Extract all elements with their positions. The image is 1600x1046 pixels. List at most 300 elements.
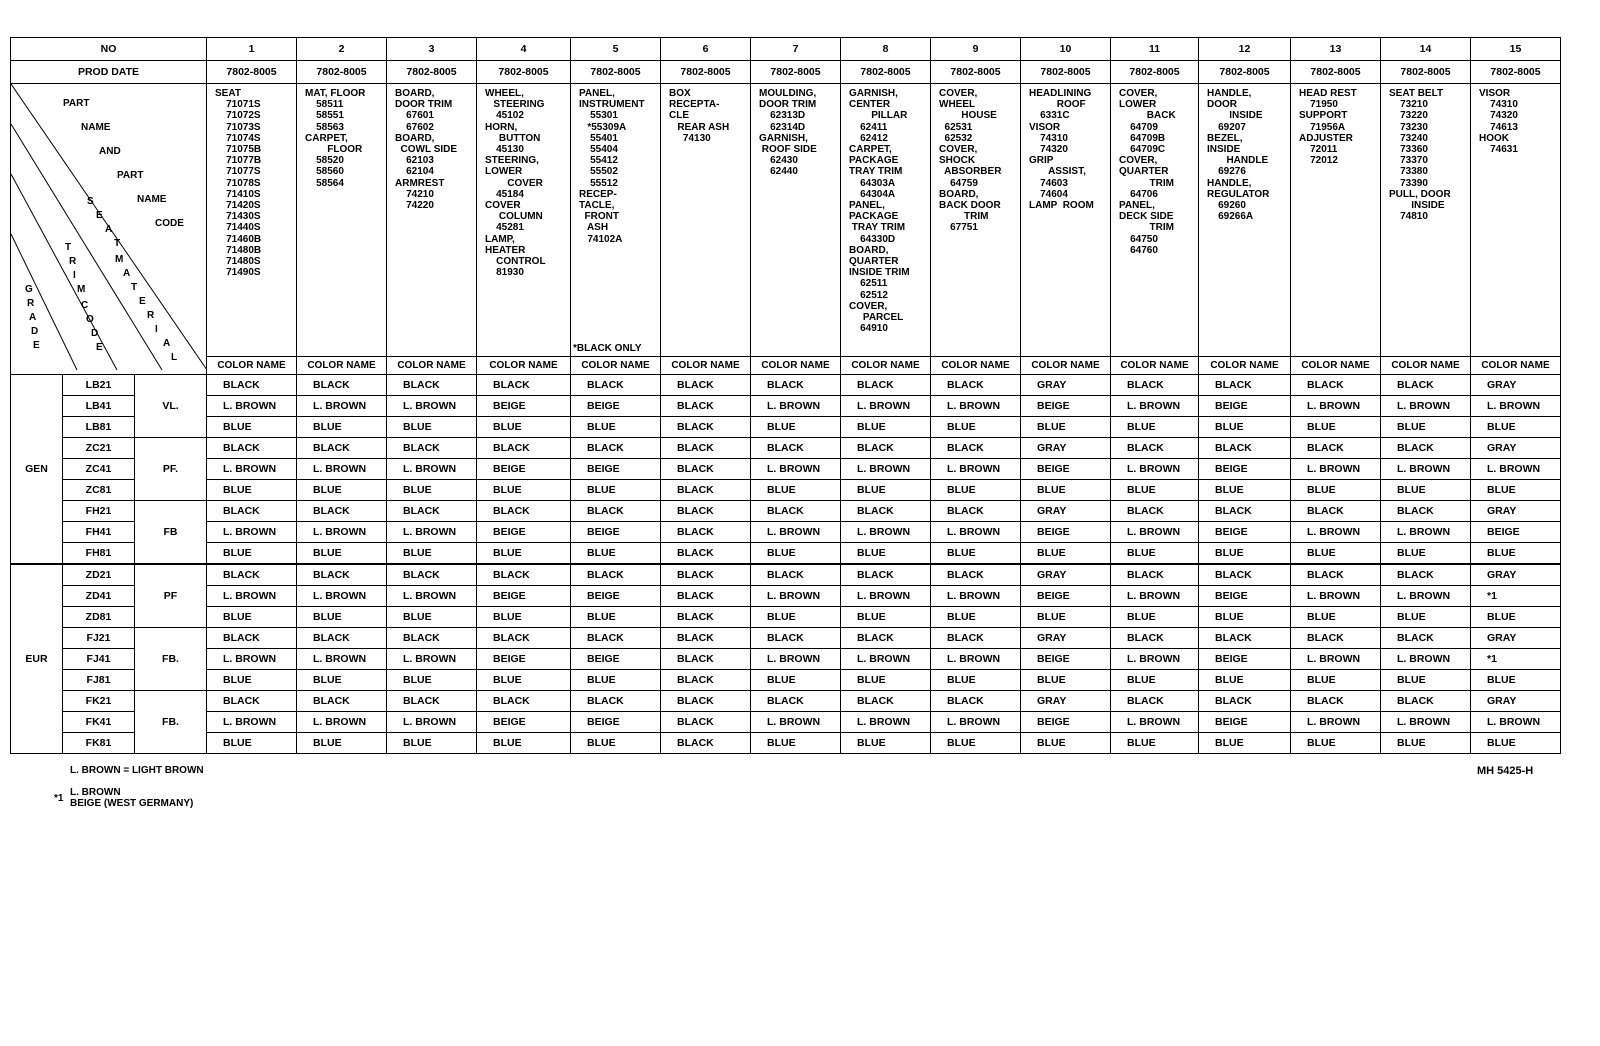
part-line: BACK DOOR <box>939 200 1001 212</box>
table-row <box>11 649 1561 670</box>
color-cell: BLACK <box>207 438 297 459</box>
color-cell: BLUE <box>751 733 841 754</box>
color-cell: BLACK <box>477 691 571 712</box>
color-cell: BLACK <box>841 628 931 649</box>
prod-date: 7802-8005 <box>207 61 297 84</box>
color-cell: BLACK <box>571 691 661 712</box>
part-line: 74310 <box>1029 132 1068 144</box>
color-cell: L. BROWN <box>1111 712 1199 733</box>
part-line: DOOR <box>1207 99 1237 111</box>
part-line: ROOF <box>1029 99 1086 111</box>
color-cell: BLACK <box>751 628 841 649</box>
prod-date: 7802-8005 <box>477 61 571 84</box>
part-line: 58520 <box>305 155 344 167</box>
label-trim-letter: I <box>73 270 76 281</box>
label-material-letter: E <box>139 296 146 307</box>
seat-material: FB. <box>135 691 207 754</box>
color-cell: L. BROWN <box>931 712 1021 733</box>
part-line: 73360 <box>1389 144 1428 156</box>
color-cell: L. BROWN <box>297 522 387 543</box>
color-cell: BLUE <box>1199 670 1291 691</box>
color-cell: BLACK <box>1111 564 1199 586</box>
color-cell: BLUE <box>841 417 931 438</box>
color-cell: BLACK <box>477 375 571 396</box>
part-line: FRONT <box>579 211 619 223</box>
trim-code: FJ21 <box>63 628 135 649</box>
color-cell: BEIGE <box>477 459 571 480</box>
part-line: 74210 <box>395 188 434 200</box>
part-line: 55404 <box>579 144 618 156</box>
part-line: 45281 <box>485 222 524 234</box>
part-line: 58560 <box>305 166 344 178</box>
part-line: 72011 <box>1299 144 1338 156</box>
part-list <box>841 84 931 357</box>
color-name-label: COLOR NAME <box>1111 357 1199 375</box>
color-cell: BLACK <box>571 501 661 522</box>
part-line: CARPET, <box>849 144 892 156</box>
color-cell: BLUE <box>207 607 297 628</box>
color-cell: L. BROWN <box>387 459 477 480</box>
label-seat-letter: S <box>87 196 94 207</box>
color-cell: BLACK <box>477 564 571 586</box>
color-cell: BLACK <box>661 438 751 459</box>
color-cell: BEIGE <box>1021 586 1111 607</box>
part-line: 69260 <box>1207 200 1246 212</box>
diagonal-line <box>11 234 77 370</box>
part-line: HEATER <box>485 244 526 256</box>
column-number: 6 <box>661 38 751 61</box>
color-cell: BLACK <box>297 438 387 459</box>
label-code: CODE <box>155 218 184 229</box>
label-grade-letter: R <box>27 298 35 309</box>
part-line: 62314D <box>759 121 806 133</box>
color-cell: BLACK <box>1111 628 1199 649</box>
color-cell: L. BROWN <box>1381 712 1471 733</box>
table-row <box>11 543 1561 565</box>
color-name-label: COLOR NAME <box>661 357 751 375</box>
label-name-2: NAME <box>137 194 167 205</box>
color-cell: BLACK <box>571 564 661 586</box>
table-row <box>11 586 1561 607</box>
color-cell: BLUE <box>477 733 571 754</box>
color-cell: BLUE <box>1111 417 1199 438</box>
color-cell: L. BROWN <box>387 649 477 670</box>
column-number: 1 <box>207 38 297 61</box>
trim-code: ZD41 <box>63 586 135 607</box>
label-name: NAME <box>81 122 111 133</box>
color-cell: BLUE <box>207 480 297 501</box>
seat-material: FB. <box>135 628 207 691</box>
trim-code: LB21 <box>63 375 135 396</box>
color-cell: BLUE <box>751 480 841 501</box>
color-cell: L. BROWN <box>931 586 1021 607</box>
diagonal-header <box>11 84 207 375</box>
column-number: 11 <box>1111 38 1199 61</box>
color-cell: BLACK <box>931 564 1021 586</box>
part-line: DOOR TRIM <box>395 99 453 111</box>
part-line: 67602 <box>395 121 434 133</box>
color-cell: GRAY <box>1471 375 1561 396</box>
color-cell: BEIGE <box>571 586 661 607</box>
part-line: 62532 <box>939 132 973 144</box>
part-line: COVER <box>485 200 521 212</box>
part-line: COVER, <box>1119 88 1158 99</box>
color-cell: BLUE <box>1021 417 1111 438</box>
color-cell: BLACK <box>477 501 571 522</box>
table-row <box>11 607 1561 628</box>
part-line: 71956A <box>1299 121 1346 133</box>
part-line: BEZEL, <box>1207 132 1243 144</box>
color-name-label: COLOR NAME <box>207 357 297 375</box>
color-cell: BLUE <box>207 733 297 754</box>
part-line: QUARTER <box>849 256 899 268</box>
seat-material: FB <box>135 501 207 565</box>
color-cell: L. BROWN <box>751 586 841 607</box>
column-number: 13 <box>1291 38 1381 61</box>
color-cell: BEIGE <box>477 522 571 543</box>
color-cell: BLUE <box>1111 733 1199 754</box>
color-cell: BLACK <box>661 712 751 733</box>
part-line: ARMREST <box>395 177 445 189</box>
color-cell: BLUE <box>1199 480 1291 501</box>
part-list <box>751 84 841 357</box>
color-cell: BLUE <box>477 607 571 628</box>
column-number: 5 <box>571 38 661 61</box>
label-trim-letter: T <box>65 242 72 253</box>
part-line: 74320 <box>1029 144 1068 156</box>
color-cell: BLACK <box>1381 564 1471 586</box>
color-cell: BLUE <box>1111 543 1199 565</box>
color-cell: GRAY <box>1471 628 1561 649</box>
color-cell: BLACK <box>477 628 571 649</box>
part-line: HEADLINING <box>1029 88 1092 99</box>
color-cell: L. BROWN <box>841 649 931 670</box>
color-cell: BLUE <box>1291 480 1381 501</box>
part-line: 62411 <box>849 121 888 133</box>
color-cell: L. BROWN <box>1381 522 1471 543</box>
color-cell: BLUE <box>297 733 387 754</box>
color-cell: GRAY <box>1021 501 1111 522</box>
label-seat-letter: A <box>105 224 113 235</box>
color-cell: BLACK <box>931 691 1021 712</box>
color-cell: BLUE <box>1381 543 1471 565</box>
color-cell: BLUE <box>751 417 841 438</box>
part-line: ASH <box>579 222 609 234</box>
color-cell: BEIGE <box>1199 459 1291 480</box>
part-list <box>477 84 571 357</box>
part-line: 64910 <box>849 323 888 335</box>
label-code-2-letter: E <box>96 342 103 353</box>
color-cell: L. BROWN <box>297 649 387 670</box>
color-cell: BLACK <box>751 501 841 522</box>
part-line: 73390 <box>1389 177 1428 189</box>
prod-date: 7802-8005 <box>571 61 661 84</box>
part-line: RECEP- <box>579 188 617 200</box>
color-cell: BLUE <box>1471 480 1561 501</box>
color-cell: BLUE <box>1021 607 1111 628</box>
color-cell: BLUE <box>207 670 297 691</box>
part-line: 62511 <box>849 278 888 290</box>
color-cell: BLACK <box>1111 438 1199 459</box>
part-line: WHEEL <box>939 99 976 111</box>
prod-date: 7802-8005 <box>931 61 1021 84</box>
color-cell: L. BROWN <box>841 522 931 543</box>
part-line: 71490S <box>215 267 261 279</box>
color-cell: BLACK <box>207 691 297 712</box>
part-line: 74603 <box>1029 177 1068 189</box>
color-cell: BEIGE <box>571 459 661 480</box>
part-line: GARNISH, <box>759 132 808 144</box>
part-line: 58564 <box>305 177 344 189</box>
color-name-label: COLOR NAME <box>841 357 931 375</box>
color-cell: L. BROWN <box>207 459 297 480</box>
part-line: TRIM <box>1119 222 1174 234</box>
color-cell: *1 <box>1471 586 1561 607</box>
part-line: HEAD REST <box>1299 88 1357 99</box>
prod-date: 7802-8005 <box>1021 61 1111 84</box>
part-line: SEAT BELT <box>1389 88 1444 99</box>
part-line: SUPPORT <box>1299 110 1348 122</box>
table-row <box>11 375 1561 396</box>
color-cell: BLUE <box>387 417 477 438</box>
color-cell: BLUE <box>1471 670 1561 691</box>
color-cell: BLUE <box>571 607 661 628</box>
part-line: COVER, <box>939 88 978 99</box>
trim-code: ZD81 <box>63 607 135 628</box>
color-cell: BLACK <box>1199 375 1291 396</box>
color-cell: BLUE <box>1111 480 1199 501</box>
color-cell: L. BROWN <box>1381 396 1471 417</box>
part-line: HANDLE, <box>1207 177 1252 189</box>
color-cell: BLACK <box>1199 628 1291 649</box>
color-cell: BLUE <box>1021 670 1111 691</box>
color-cell: BLUE <box>931 670 1021 691</box>
part-line: CONTROL <box>485 256 546 268</box>
table-row <box>11 670 1561 691</box>
color-cell: BLUE <box>477 670 571 691</box>
table-row <box>11 417 1561 438</box>
color-cell: BLUE <box>931 733 1021 754</box>
part-line: 67751 <box>939 222 978 234</box>
color-cell: BLUE <box>1021 480 1111 501</box>
part-line: 71078S <box>215 177 261 189</box>
part-line: FLOOR <box>305 144 363 156</box>
color-cell: BLACK <box>661 670 751 691</box>
table-row <box>11 733 1561 754</box>
color-cell: BEIGE <box>1199 586 1291 607</box>
part-line: 62103 <box>395 155 434 167</box>
label-material-letter: T <box>131 282 138 293</box>
color-cell: BLACK <box>751 438 841 459</box>
color-cell: BEIGE <box>1199 712 1291 733</box>
color-cell: BLUE <box>1199 607 1291 628</box>
color-cell: L. BROWN <box>1291 522 1381 543</box>
table-row <box>11 628 1561 649</box>
part-line: 71074S <box>215 132 261 144</box>
part-line: 73230 <box>1389 121 1428 133</box>
color-name-label: COLOR NAME <box>387 357 477 375</box>
part-line: 74631 <box>1479 144 1518 156</box>
prod-date: 7802-8005 <box>751 61 841 84</box>
color-name-label: COLOR NAME <box>1021 357 1111 375</box>
part-line: STEERING <box>485 99 545 111</box>
color-cell: BLACK <box>297 501 387 522</box>
color-name-label: COLOR NAME <box>477 357 571 375</box>
part-line: 81930 <box>485 267 524 279</box>
color-cell: BLACK <box>661 564 751 586</box>
part-line: GARNISH, <box>849 88 898 99</box>
color-cell: BLUE <box>477 543 571 565</box>
part-line: 74310 <box>1479 99 1518 111</box>
prod-date: 7802-8005 <box>297 61 387 84</box>
part-line: 64709 <box>1119 121 1158 133</box>
color-cell: L. BROWN <box>387 522 477 543</box>
color-cell: BLUE <box>931 607 1021 628</box>
part-line: 71077B <box>215 155 262 167</box>
label-grade-letter: D <box>31 326 39 337</box>
header-row-no <box>11 38 1561 61</box>
color-cell: BLUE <box>1291 417 1381 438</box>
footnote-line-1: L. BROWN <box>70 787 121 798</box>
part-line: 71440S <box>215 222 261 234</box>
label-and: AND <box>99 146 121 157</box>
color-cell: BLACK <box>751 375 841 396</box>
part-line: 74220 <box>395 200 434 212</box>
color-cell: BEIGE <box>1021 459 1111 480</box>
part-line: 73240 <box>1389 132 1428 144</box>
seat-material: PF <box>135 564 207 628</box>
color-cell: BLUE <box>297 417 387 438</box>
part-list <box>1199 84 1291 357</box>
color-cell: BLACK <box>661 522 751 543</box>
part-list <box>297 84 387 357</box>
part-line: 64709C <box>1119 144 1166 156</box>
part-line: 58551 <box>305 110 344 122</box>
color-chart <box>10 37 1561 754</box>
color-cell: L. BROWN <box>297 459 387 480</box>
color-cell: BLACK <box>1111 501 1199 522</box>
table-row <box>11 459 1561 480</box>
part-line: PANEL, <box>579 88 615 99</box>
color-cell: BLUE <box>1381 670 1471 691</box>
part-line: 62430 <box>759 155 798 167</box>
color-cell: BLUE <box>1381 607 1471 628</box>
part-list <box>931 84 1021 357</box>
part-line: WHEEL, <box>485 88 524 99</box>
color-cell: BLACK <box>1291 375 1381 396</box>
color-cell: BLUE <box>297 670 387 691</box>
part-line: DOOR TRIM <box>759 99 817 111</box>
part-line: 71073S <box>215 121 261 133</box>
color-cell: GRAY <box>1021 628 1111 649</box>
color-cell: BLACK <box>297 375 387 396</box>
color-cell: L. BROWN <box>1291 396 1381 417</box>
color-cell: BLUE <box>1381 417 1471 438</box>
part-list <box>387 84 477 357</box>
part-line: 73370 <box>1389 155 1428 167</box>
part-line: CARPET, <box>305 132 348 144</box>
color-cell: BLUE <box>931 417 1021 438</box>
part-line: REGULATOR <box>1207 188 1270 200</box>
color-cell: BLUE <box>1291 607 1381 628</box>
part-line: 74604 <box>1029 188 1068 200</box>
part-line: ADJUSTER <box>1299 132 1353 144</box>
color-cell: L. BROWN <box>1381 586 1471 607</box>
color-cell: BLUE <box>571 417 661 438</box>
color-cell: BLACK <box>931 438 1021 459</box>
color-cell: BLUE <box>387 733 477 754</box>
color-cell: BLUE <box>1471 733 1561 754</box>
part-list <box>1021 84 1111 357</box>
color-cell: BEIGE <box>1021 396 1111 417</box>
part-line: 64760 <box>1119 244 1158 256</box>
part-line: 62313D <box>759 110 806 122</box>
color-cell: BLUE <box>841 480 931 501</box>
part-line: HOOK <box>1479 132 1509 144</box>
color-cell: L. BROWN <box>1291 459 1381 480</box>
color-cell: BLUE <box>931 480 1021 501</box>
part-line: BACK <box>1119 110 1176 122</box>
color-cell: L. BROWN <box>1471 396 1561 417</box>
color-cell: BLACK <box>931 375 1021 396</box>
part-line: QUARTER <box>1119 166 1169 178</box>
part-line: 55401 <box>579 132 618 144</box>
part-line: 71420S <box>215 200 261 212</box>
color-cell: BLUE <box>297 607 387 628</box>
color-cell: L. BROWN <box>751 649 841 670</box>
label-trim-letter: R <box>69 256 77 267</box>
label-seat-letter: E <box>96 210 103 221</box>
color-cell: BLUE <box>387 607 477 628</box>
color-cell: BLACK <box>841 691 931 712</box>
part-line: 71950 <box>1299 99 1338 111</box>
part-line: 45102 <box>485 110 524 122</box>
color-cell: BLACK <box>1381 691 1471 712</box>
table-row <box>11 564 1561 586</box>
label-part-2: PART <box>117 170 144 181</box>
part-line: 67601 <box>395 110 434 122</box>
color-cell: L. BROWN <box>1111 396 1199 417</box>
color-cell: BLACK <box>1291 564 1381 586</box>
part-line: INSIDE TRIM <box>849 267 910 279</box>
table-row <box>11 396 1561 417</box>
color-cell: L. BROWN <box>207 586 297 607</box>
color-cell: L. BROWN <box>751 522 841 543</box>
trim-code: FH41 <box>63 522 135 543</box>
color-cell: BLACK <box>297 564 387 586</box>
color-cell: BLACK <box>207 564 297 586</box>
color-cell: BEIGE <box>1021 649 1111 670</box>
color-cell: BLACK <box>661 628 751 649</box>
label-grade-letter: A <box>29 312 37 323</box>
color-cell: BLACK <box>661 501 751 522</box>
header-row-color-name <box>11 357 1561 375</box>
color-cell: BLACK <box>1291 691 1381 712</box>
color-cell: L. BROWN <box>1471 459 1561 480</box>
trim-code: LB81 <box>63 417 135 438</box>
color-cell: BLACK <box>661 459 751 480</box>
part-line: INSIDE <box>1207 110 1263 122</box>
color-cell: BLUE <box>841 670 931 691</box>
part-line: INSIDE <box>1389 200 1445 212</box>
label-seat-letter: T <box>114 238 121 249</box>
part-line: 73380 <box>1389 166 1428 178</box>
part-line: TACLE, <box>579 200 615 212</box>
color-cell: BLUE <box>387 543 477 565</box>
column-number: 10 <box>1021 38 1111 61</box>
color-cell: BLUE <box>1021 733 1111 754</box>
part-line: 71072S <box>215 110 261 122</box>
